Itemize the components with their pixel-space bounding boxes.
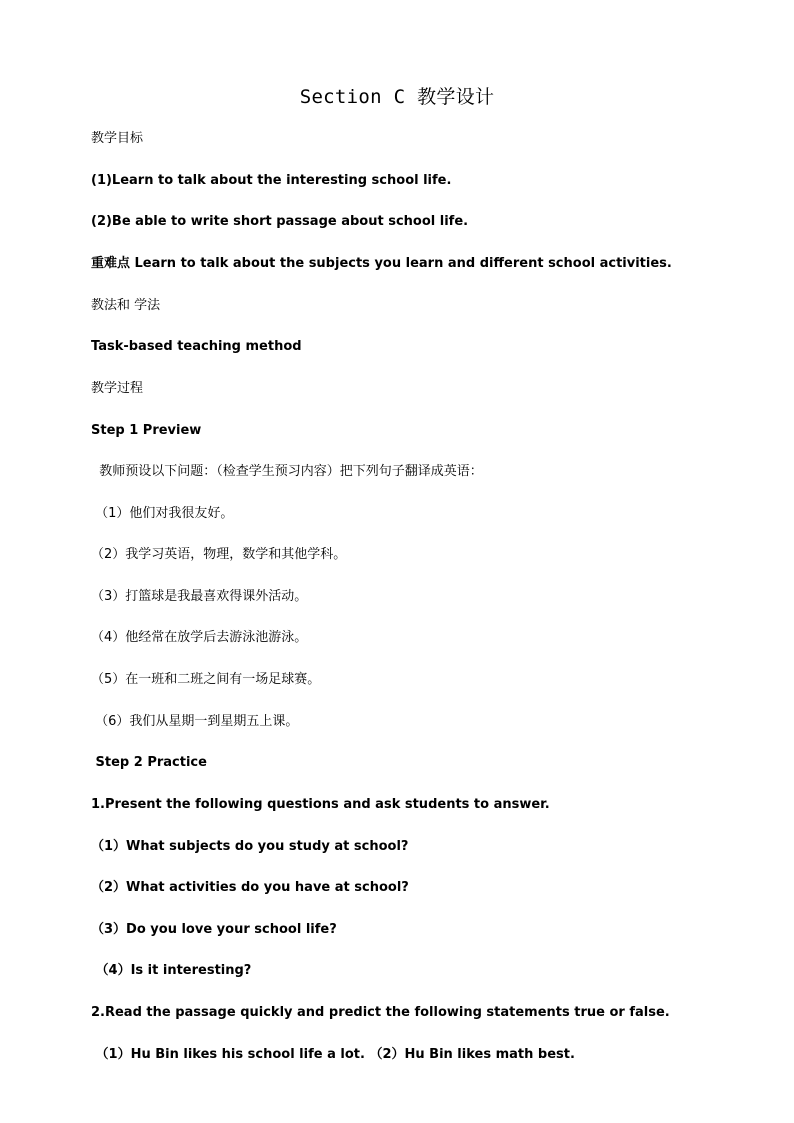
translation-item-2: （2）我学习英语，物理，数学和其他学科。 <box>91 547 347 562</box>
translation-item-1: （1）他们对我很友好。 <box>91 506 234 521</box>
practice-instruction-1: 1.Present the following questions and ask students to answer. <box>91 797 550 812</box>
step-2-heading: Step 2 Practice <box>91 755 207 770</box>
goal-2: (2)Be able to write short passage about school life. <box>91 214 469 229</box>
heading-process: 教学过程 <box>91 381 144 396</box>
method-text: Task-based teaching method <box>91 339 302 354</box>
translation-item-4: （4）他经常在放学后去游泳池游泳。 <box>91 630 308 645</box>
question-3: （3）Do you love your school life? <box>91 922 337 937</box>
goal-1: (1)Learn to talk about the interesting school life. <box>91 173 452 188</box>
step-1-heading: Step 1 Preview <box>91 423 202 438</box>
question-1: （1）What subjects do you study at school? <box>91 839 409 854</box>
translation-item-3: （3）打篮球是我最喜欢得课外活动。 <box>91 589 308 604</box>
step-1-instruction: 教师预设以下问题：（检查学生预习内容）把下列句子翻译成英语： <box>91 464 483 479</box>
key-points: 重难点 Learn to talk about the subjects you learn and different school activities. <box>91 256 672 271</box>
question-4: （4）Is it interesting? <box>91 963 252 978</box>
document-title: Section C 教学设计 <box>299 86 495 108</box>
question-2: （2）What activities do you have at school? <box>91 880 409 895</box>
heading-teaching-goals: 教学目标 <box>91 131 144 146</box>
heading-methods: 教法和 学法 <box>91 298 161 313</box>
practice-instruction-2: 2.Read the passage quickly and predict the following statements true or false. <box>91 1005 670 1020</box>
translation-item-5: （5）在一班和二班之间有一场足球赛。 <box>91 672 321 687</box>
statements: （1）Hu Bin likes his school life a lot. （2）Hu Bin likes math best. <box>91 1047 575 1062</box>
translation-item-6: （6）我们从星期一到星期五上课。 <box>91 714 299 729</box>
